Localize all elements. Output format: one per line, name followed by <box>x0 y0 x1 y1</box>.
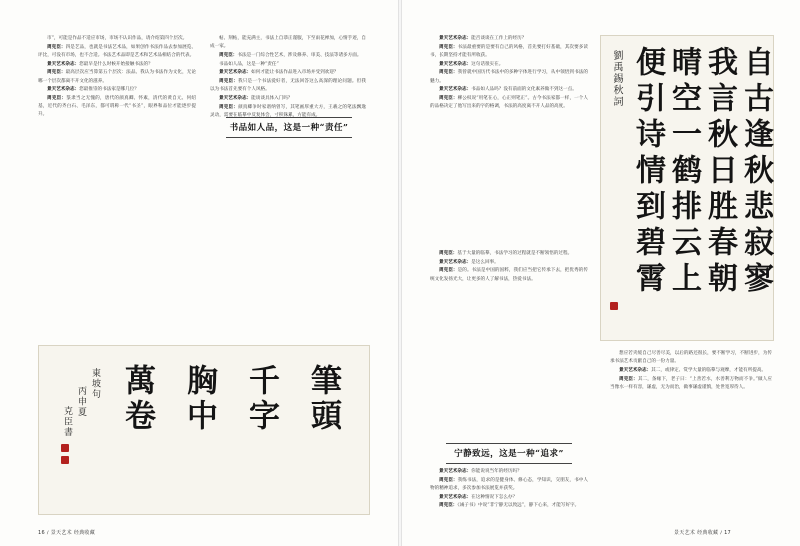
paragraph: 周克臣：柳公权说“用笔在心，心正则笔正”。古今书法家都一样，一个人的品格决定了他写出来的字的格调，书法的高度离不开人品的高度。 <box>430 95 588 110</box>
heading-rule-bottom <box>446 463 572 464</box>
calligraphy-artwork-horizontal <box>38 345 370 515</box>
paragraph: 景天艺术杂志：你能说说当年的经历吗？ <box>439 469 522 474</box>
paragraph: 景天艺术杂志：其二，或律定、赏学大量的临摹与观摩，才能有所提高。 <box>619 367 767 373</box>
paragraph: 周克臣：《诫子书》中说“非宁静无以致远”，静下心来，才能写好字。 <box>439 503 580 509</box>
paragraph: 景天艺术杂志：能谈谈具体入门吗？ <box>219 95 293 101</box>
calligraphy-column: 晴空一鹤排云上 <box>666 46 701 298</box>
page-number: 17 <box>724 530 732 536</box>
paragraph: 景天艺术杂志：是这么回事。 <box>439 259 499 265</box>
left-column-1 <box>38 35 196 335</box>
paragraph: 周克臣：我只是一个书法爱好者，无法回答这么高深的理论问题。但我以为书法首先要有个人风格。 <box>210 79 366 93</box>
paragraph: 市”，可能是作品不适应市场，市场不认识作品，请介绍第四个层次。 <box>47 36 188 41</box>
inscription-column: 劉禹錫秋詞 <box>611 50 622 108</box>
paragraph: 景天艺术杂志：书品如人品吗？没有前面的文化素养做不到这一点。 <box>439 87 577 93</box>
paragraph: 书品如人品，这是一种“责任” <box>219 61 279 67</box>
red-seal-stamp <box>610 302 618 310</box>
paragraph: 景天艺术杂志：您最推崇的书法家是哪几位？ <box>47 87 139 93</box>
paragraph: 周克臣：四是艺品，也就是书法艺术品，如果创作书法作品去参加展览、评比，可没有市场，也不合适。书法艺术品即是艺术和艺术品相结合的代表。 <box>38 44 196 58</box>
left-page-footer: 16 / 景天艺术 经典收藏 <box>38 530 96 536</box>
calligraphy-artwork-vertical <box>600 35 774 341</box>
paragraph: 周克臣：基于大量的临摹，书法学习的过程就是不断领悟的过程。 <box>439 251 573 256</box>
calligraphy-column: 便引诗情到碧霄 <box>630 46 665 298</box>
calligraphy-column: 自古逢秋悲寂寥 <box>738 46 773 298</box>
paragraph: 周克臣：我曾就中国历代书法中的多种字体进行学习，从中领悟到书法的魅力。 <box>430 70 588 84</box>
left-column-2 <box>210 35 367 118</box>
paragraph: 景天艺术杂志：在这种情况下怎么办？ <box>439 494 518 500</box>
left-column-2-continued <box>210 142 366 335</box>
paragraph: 周克臣：书法是一门综合性艺术，涉及修养、审美、技法等诸多方面。 <box>219 52 362 58</box>
paragraph: 周克臣：颜真卿争时家谱纳曾写，其笔画厚重大方，王羲之的笔法飘逸灵动，需要在临摹中反复体会，寸积铢累，方能有成。 <box>210 104 366 118</box>
calligraphy-column: 萬卷 <box>119 364 155 434</box>
paragraph: 景天艺术杂志：您最早是什么时候开始接触书法的？ <box>47 61 153 67</box>
paragraph: 周克臣：最高层次应当算第五个层次：法品。我认为书法作为文化，无论哪一个层次都离不开文化的滋养。 <box>38 70 196 84</box>
right-column-1-lower <box>430 250 588 375</box>
left-page <box>0 0 398 546</box>
page-number: 16 <box>38 530 45 536</box>
paragraph: 想应若夹缓自己尽善尽美，以后的路还很长，要不断学习，不断进步，为传承书法艺术贡献自己的一份力量。 <box>610 351 772 365</box>
red-seal-stamp <box>61 456 69 464</box>
right-column-1 <box>430 35 588 245</box>
inscription-column: 克臣書 <box>62 406 72 438</box>
paragraph: 景天艺术杂志：能否谈谈在工作上的经历？ <box>439 36 527 41</box>
heading-rule-top <box>446 443 572 444</box>
calligraphy-column: 筆頭 <box>305 364 341 434</box>
section-heading-1: 书品如人品，这是一种“责任” <box>229 123 349 133</box>
heading-rule-top <box>226 117 352 118</box>
paragraph: 周克臣：我练书法，追求的是健身体、修心态，学知识，交朋友，书中人物的精神追求，多次参加书法展览并获奖。 <box>430 477 588 491</box>
right-page <box>402 0 800 546</box>
inscription-column: 丙申夏 <box>76 386 86 418</box>
heading-rule-bottom <box>226 137 352 138</box>
right-column-1-bottom <box>430 468 588 524</box>
footer-magazine-title: 景天艺术 经典收藏 <box>50 530 96 536</box>
footer-magazine-title: 景天艺术 经典收藏 <box>674 530 719 536</box>
paragraph: 周克臣：其二，条缘下，老子曰：“上善若水，水善利万物而不争。”做人应当像水一样有容，谦虚，无为而治，做事谦虚谨慎，处世宽厚待人。 <box>610 376 772 390</box>
calligraphy-column: 我言秋日胜春朝 <box>702 46 737 298</box>
right-page-footer: 景天艺术 经典收藏 / 17 <box>674 530 732 536</box>
calligraphy-column: 胸中 <box>181 364 217 434</box>
calligraphy-column: 千字 <box>243 364 279 434</box>
paragraph: 景天艺术杂志：如何才能让书法作品进入市场并受到欢迎？ <box>219 70 339 76</box>
paragraph: 周克臣：是的。书法是中国的国粹，我们应当把它传承下去，把优秀的传统文化发扬光大，让更多的人了解书法，热爱书法。 <box>430 268 588 282</box>
paragraph: 帖、刻帖，能充满主，书法上自恭正谨服，下至雨花禅加，心情手迹，自成一家。 <box>210 36 367 50</box>
section-heading-2: 宁静致远，这是一种“追求” <box>454 449 564 459</box>
paragraph: 景天艺术杂志：这句话很实在。 <box>439 61 504 67</box>
paragraph: 周克臣：篆隶当之无愧的，唐代的颜真卿、怀素，清代的黄自元、何绍基，近代的齐白石、毛泽东，都可谓称一代“书圣”，眼界和品位才能逐步提升。 <box>38 95 196 118</box>
right-column-2 <box>610 350 772 524</box>
inscription-column: 東坡句 <box>90 368 100 400</box>
paragraph: 周克臣：书法最重要的是要有自己的风格，首先要打好基础，其次要多读书，长期坚持才能有所收获。 <box>430 44 588 58</box>
red-seal-stamp <box>61 444 69 452</box>
